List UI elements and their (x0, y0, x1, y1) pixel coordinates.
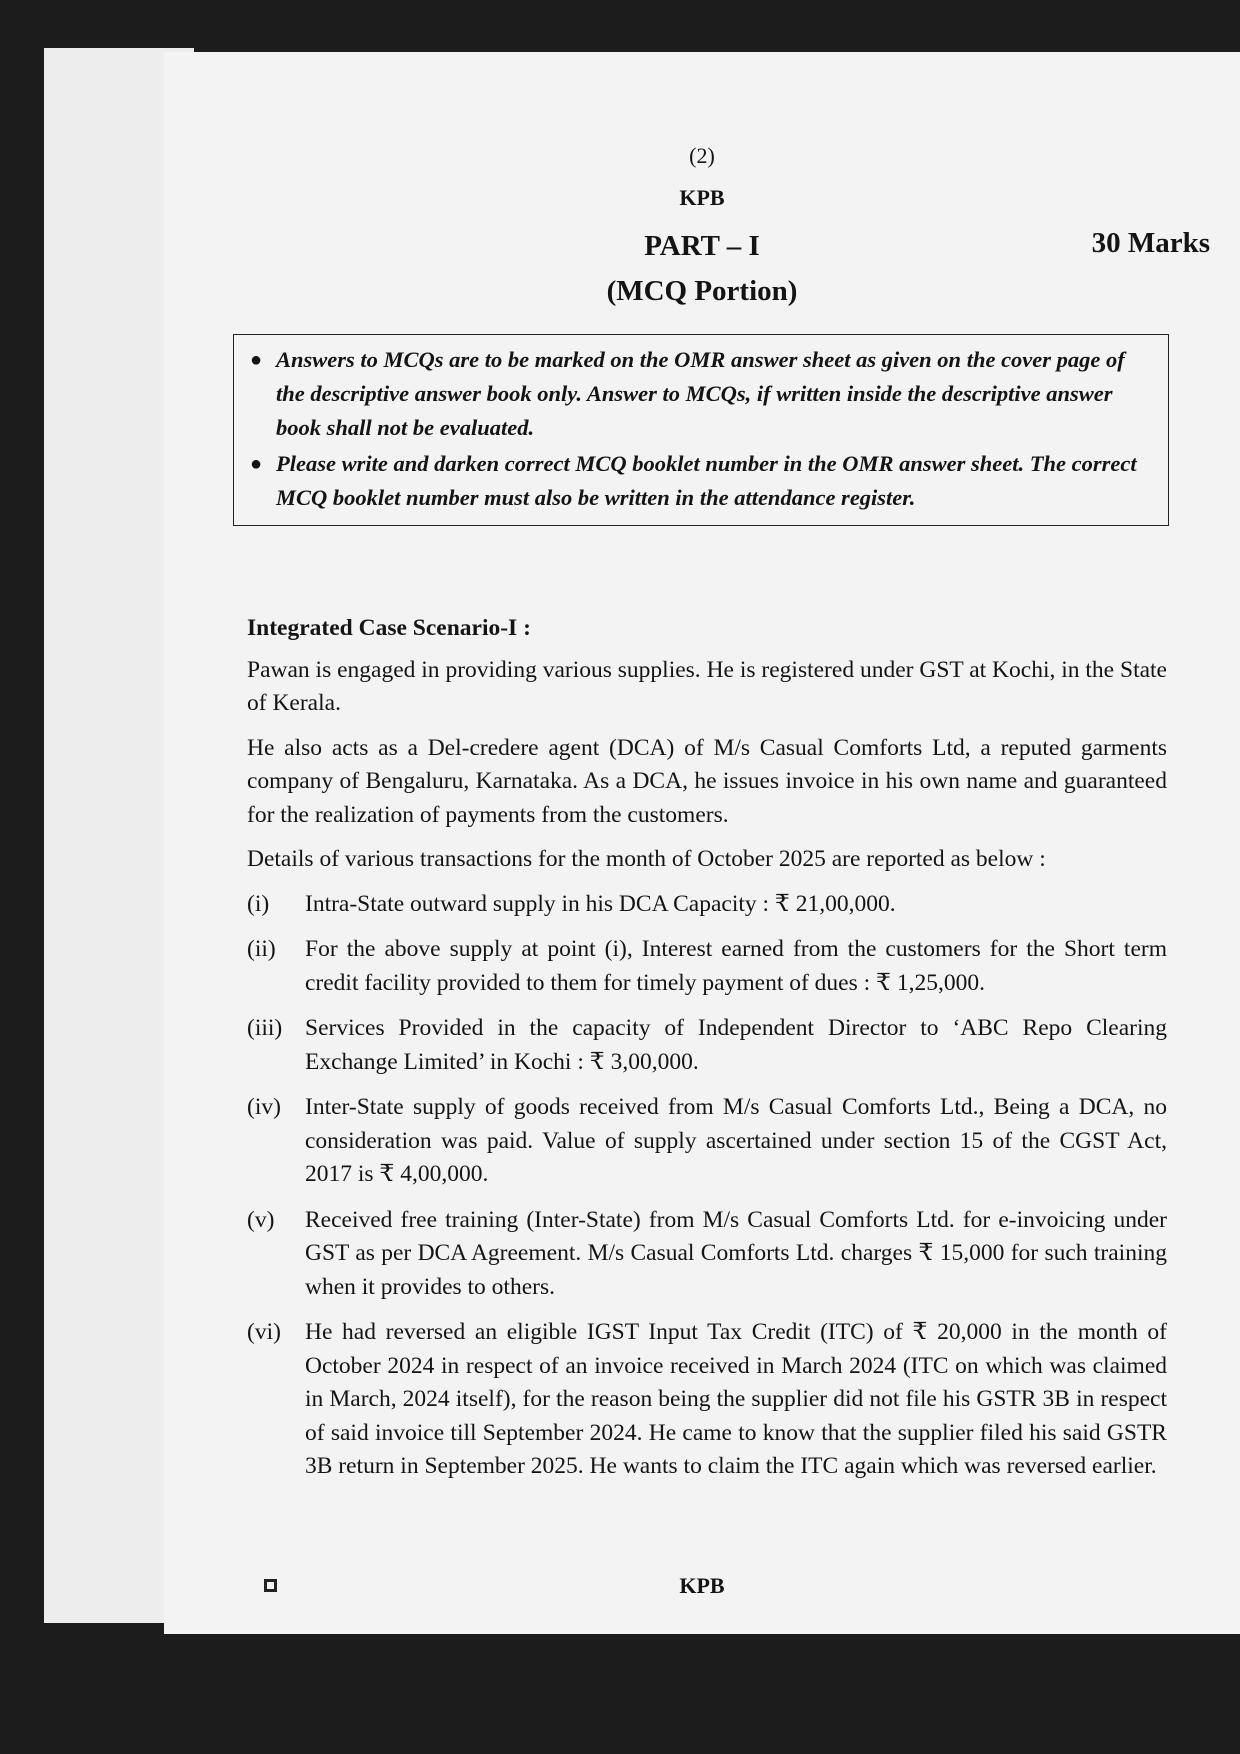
marks-label: 30 Marks (1091, 227, 1210, 259)
item-text: Received free training (Inter-State) from M/s Casual Comforts Ltd. for e-invoicing under GST as per DCA Agreement. M/s Casual Comforts Ltd. charges ₹ 15,000 for such training when it provides to others. (305, 1206, 1167, 1300)
case-paragraph: He also acts as a Del-credere agent (DCA) of M/s Casual Comforts Ltd, a reputed garments company of Bengaluru, Karnataka. As a DCA, he issues invoice in his own name and guaranteed for the realization of payments from the customers. (247, 734, 1167, 828)
paper-code-bottom: KPB (679, 1573, 725, 1598)
item-text: Inter-State supply of goods received from M/s Casual Comforts Ltd., Being a DCA, no consideration was paid. Value of supply ascertained under section 15 of the CGST Act, 2017 is ₹ 4,00,000. (305, 1094, 1167, 1187)
item-number: (iii) (247, 1015, 283, 1041)
case-paragraph: Details of various transactions for the month of October 2025 are reported as below : (247, 846, 1046, 872)
transaction-item (247, 933, 1167, 1000)
case-paragraph: Pawan is engaged in providing various supplies. He is registered under GST at Kochi, in the State of Kerala. (247, 656, 1167, 716)
item-text: Services Provided in the capacity of Independent Director to ‘ABC Repo Clearing Exchange Limited’ in Kochi : ₹ 3,00,000. (305, 1015, 1167, 1075)
item-number: (v) (247, 1206, 275, 1233)
part-subtitle: (MCQ Portion) (606, 275, 798, 307)
instruction-item (250, 447, 1158, 515)
bullet-icon: ● (250, 453, 263, 475)
exam-page (164, 52, 1240, 1634)
page-number: (2) (689, 143, 715, 168)
instruction-box (233, 334, 1169, 526)
transaction-item (247, 888, 1167, 922)
transaction-item (247, 1204, 1167, 1305)
instruction-item (250, 343, 1158, 445)
item-text: Intra-State outward supply in his DCA Capacity : ₹ 21,00,000. (305, 890, 896, 917)
item-text: For the above supply at point (i), Interest earned from the customers for the Short term credit facility provided to them for timely payment of dues : ₹ 1,25,000. (305, 936, 1167, 996)
instruction-text: Please write and darken correct MCQ booklet number in the OMR answer sheet. The correct MCQ booklet number must also be written in the attendance register. (276, 451, 1137, 510)
item-number: (i) (247, 890, 270, 917)
transaction-item (247, 1316, 1167, 1484)
item-text: He had reversed an eligible IGST Input Tax Credit (ITC) of ₹ 20,000 in the month of October 2024 in respect of an invoice received in March 2024 (ITC on which was claimed in March, 2024 itself), for the reason being the supplier did not file his GSTR 3B in respect of said invoice till September 2024. He came to know that the supplier filed his said GSTR 3B return in September 2025. He wants to claim the ITC again which was reversed earlier. (305, 1319, 1167, 1479)
case-heading: Integrated Case Scenario-I : (247, 615, 531, 641)
transaction-item (247, 1091, 1167, 1192)
item-number: (ii) (247, 936, 276, 962)
item-number: (vi) (247, 1319, 281, 1345)
paper-code-top: KPB (679, 185, 725, 210)
bullet-icon: ● (250, 349, 263, 371)
transaction-item (247, 1012, 1167, 1079)
part-title: PART – I (644, 230, 760, 262)
instruction-text: Answers to MCQs are to be marked on the OMR answer sheet as given on the cover page of the descriptive answer book only. Answer to MCQs, if written inside the descriptive answer book shall not be evaluated. (276, 347, 1125, 440)
item-number: (iv) (247, 1094, 281, 1120)
case-scenario (247, 612, 1167, 1496)
